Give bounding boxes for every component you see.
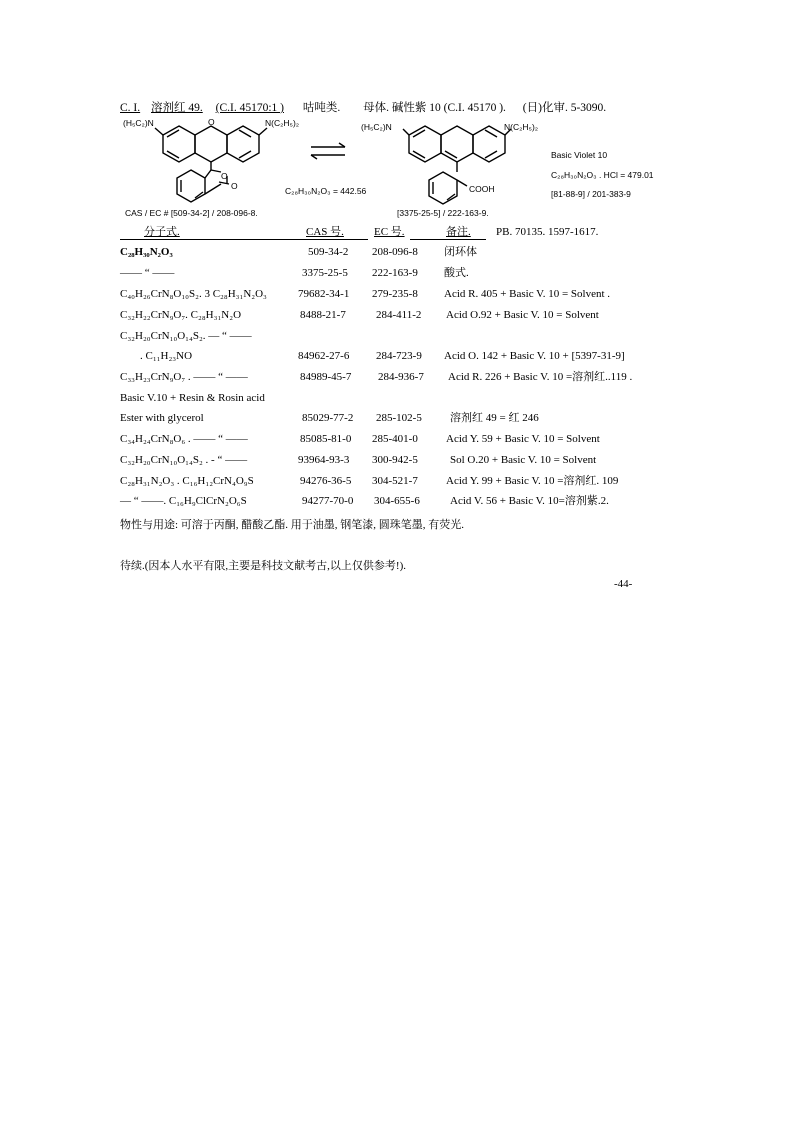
- cell-formula: C₂₈H₃₁N₂O₃ . C₁₆H₁₂CrN₄O₉S: [120, 475, 254, 487]
- header-notes: 备注.: [446, 226, 471, 238]
- header-cas: CAS 号.: [306, 226, 344, 238]
- right-nw-amine-label: (H₅C₂)N: [361, 122, 392, 132]
- right-ring-c: [473, 126, 505, 162]
- right-cas-ec: [3375-25-5] / 222-163-9.: [397, 208, 489, 218]
- table-row: [120, 450, 680, 470]
- cell-formula: Basic V.10 + Resin & Rosin acid: [120, 392, 265, 404]
- cell-ec: 285-102-5: [376, 412, 422, 424]
- cell-ec: 300-942-5: [372, 454, 418, 466]
- cell-formula: — “ ——. C₁₆H₉ClCrN₂O₆S: [120, 495, 247, 507]
- left-ring-b: [195, 126, 227, 162]
- header-reference: PB. 70135. 1597-1617.: [496, 226, 599, 238]
- table-row: [120, 388, 680, 408]
- cell-note: Sol O.20 + Basic V. 10 = Solvent: [450, 454, 597, 466]
- left-lactone-oxygen: O: [221, 171, 228, 181]
- cell-cas: 94277-70-0: [302, 495, 354, 507]
- cell-cas: 84962-27-6: [298, 350, 350, 362]
- cell-cas: 94276-36-5: [300, 475, 352, 487]
- cell-ec: 284-411-2: [376, 309, 422, 321]
- left-ring-a: [163, 126, 195, 162]
- right-ring-a: [409, 126, 441, 162]
- left-formula: C₂₈H₃₀N₂O₃ = 442.56: [285, 186, 367, 196]
- table-row: [120, 305, 680, 325]
- cell-cas: 84989-45-7: [300, 371, 352, 383]
- structure-diagram: [115, 112, 685, 224]
- continued-note: 待续.(因本人水平有限,主要是科技文献考古,以上仅供参考!).: [120, 560, 406, 572]
- cell-ec: 279-235-8: [372, 288, 418, 300]
- table-row: [120, 346, 680, 366]
- cell-note: 酸式.: [444, 267, 469, 279]
- cell-ec: 222-163-9: [372, 267, 418, 279]
- cell-note: Acid Y. 99 + Basic V. 10 =溶剂红. 109: [446, 475, 619, 487]
- cell-note: 溶剂红 49 = 红 246: [450, 412, 539, 424]
- page-number: -44-: [614, 578, 633, 590]
- table-row: [120, 326, 680, 346]
- cell-ec: 284-936-7: [378, 371, 424, 383]
- cell-note: Acid R. 405 + Basic V. 10 = Solvent .: [444, 288, 611, 300]
- cell-note: 闭环体: [444, 246, 477, 258]
- right-ring-b: [441, 126, 473, 162]
- cell-note: Acid V. 56 + Basic V. 10=溶剂紫.2.: [450, 495, 609, 507]
- cell-formula: —— “ ——: [120, 267, 175, 279]
- cell-ec: 284-723-9: [376, 350, 422, 362]
- dye-name: 溶剂红 49.: [151, 102, 203, 114]
- left-ring-oxygen: O: [208, 117, 215, 127]
- table-row: [120, 471, 680, 491]
- cell-ec: 304-521-7: [372, 475, 418, 487]
- cell-formula: C₃₂H₂₀CrN₁₀O₁₄S₂. — “ ——: [120, 330, 252, 342]
- header-rule-2: [410, 239, 486, 240]
- cell-note: Acid Y. 59 + Basic V. 10 = Solvent: [446, 433, 600, 445]
- cell-formula: C₃₄H₂₄CrN₈O₆ . —— “ ——: [120, 433, 248, 445]
- cell-cas: 509-34-2: [308, 246, 349, 258]
- left-carbonyl-oxygen: O: [231, 181, 238, 191]
- right-ne-amine-label: N(C₂H₅)₂: [504, 122, 539, 132]
- basic-violet-name: Basic Violet 10: [551, 150, 608, 160]
- cell-cas: 79682-34-1: [298, 288, 350, 300]
- dye-class: 咕吨类.: [302, 102, 341, 114]
- basic-violet-formula: C₂₈H₃₀N₂O₃ . HCl = 479.01: [551, 170, 654, 180]
- cell-cas: 8488-21-7: [300, 309, 346, 321]
- cell-cas: 85085-81-0: [300, 433, 352, 445]
- table-row: [120, 429, 680, 449]
- table-row: [120, 367, 680, 387]
- cell-formula: C₃₃H₂₃CrN₉O₇ . —— “ ——: [120, 371, 248, 383]
- table-row: [120, 263, 680, 283]
- cell-formula: C₄₀H₂₆CrN₈O₁₀S₂. 3 C₂₈H₃₁N₂O₃: [120, 288, 267, 300]
- header-ec: EC 号.: [374, 226, 405, 238]
- table-row: [120, 284, 680, 304]
- usage-text: 物性与用途: 可溶于丙酮, 醋酸乙酯. 用于油墨, 钢笔漆, 圆珠笔墨, 有荧光.: [120, 519, 465, 531]
- table-row: [120, 242, 680, 262]
- cell-ec: 208-096-8: [372, 246, 418, 258]
- cell-cas: 85029-77-2: [302, 412, 354, 424]
- cell-ec: 285-401-0: [372, 433, 418, 445]
- left-nw-amine-label: (H₅C₂)N: [123, 118, 154, 128]
- cell-cas: 3375-25-5: [302, 267, 348, 279]
- basic-violet-cas: [81-88-9] / 201-383-9: [551, 189, 631, 199]
- cell-ec: 304-655-6: [374, 495, 420, 507]
- cell-note: Acid O. 142 + Basic V. 10 + [5397-31-9]: [444, 350, 625, 362]
- header-formula: 分子式.: [144, 226, 180, 238]
- cell-formula: . C₁₁H₂₃NO: [140, 350, 193, 362]
- right-cooh-label: COOH: [469, 184, 495, 194]
- left-ring-c: [227, 126, 259, 162]
- cell-cas: 93964-93-3: [298, 454, 350, 466]
- parent-dye: 母体. 碱性紫 10 (C.I. 45170 ).: [363, 102, 506, 114]
- table-row: [120, 408, 680, 428]
- cell-formula: C₃₂H₂₂CrN₉O₇. C₂₈H₃₁N₂O: [120, 309, 242, 321]
- cell-formula: Ester with glycerol: [120, 412, 204, 424]
- jp-registry: (日)化审. 5-3090.: [522, 102, 607, 114]
- cell-note: Acid R. 226 + Basic V. 10 =溶剂红..119 .: [448, 371, 633, 383]
- ci-number: (C.I. 45170:1 ): [215, 102, 284, 114]
- cell-formula: C₂₈H₃₀N₂O₃: [120, 246, 173, 258]
- ci-label: C. I.: [120, 102, 141, 114]
- table-row: [120, 491, 680, 511]
- left-cas-ec: CAS / EC # [509-34-2] / 208-096-8.: [125, 208, 258, 218]
- header-rule-1: [120, 239, 368, 240]
- left-ne-amine-label: N(C₂H₅)₂: [265, 118, 300, 128]
- cell-formula: C₃₂H₂₀CrN₁₀O₁₄S₂ . - “ ——: [120, 454, 248, 466]
- cell-note: Acid O.92 + Basic V. 10 = Solvent: [446, 309, 599, 321]
